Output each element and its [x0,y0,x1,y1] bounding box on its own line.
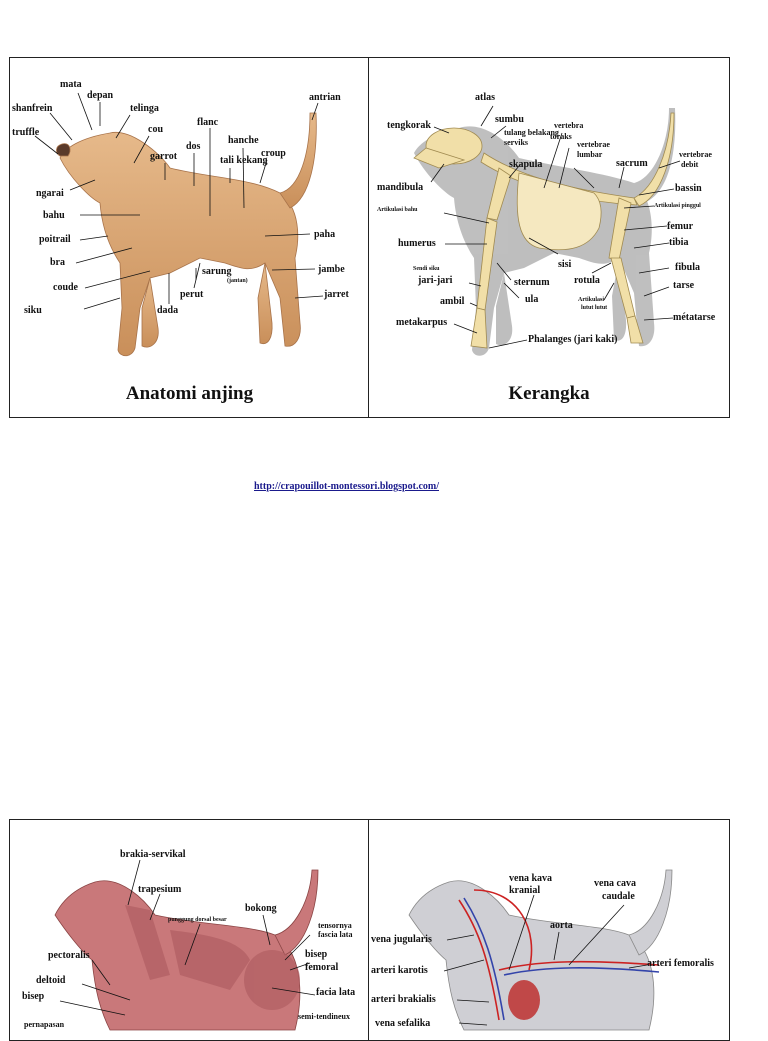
label-fascia-lata: fascia lata [318,930,353,939]
label-lutut: lutut lutut [581,305,608,311]
label-brakia-servikal: brakia-servikal [120,849,186,860]
label-artikulasi-bahu: Artikulasi bahu [377,207,418,213]
label-atlas: atlas [475,92,495,103]
label-tulang-belakang: tulang belakang [504,128,559,137]
label-dos: dos [186,141,201,152]
label-truffle: truffle [12,127,40,138]
label-flanc: flanc [197,117,219,128]
label-dada: dada [157,305,179,316]
label-tengkorak: tengkorak [387,120,431,131]
dog-vessels-panel [368,819,730,1041]
label-shanfrein: shanfrein [12,103,53,114]
label-bisep-femoral: bisep [305,949,328,960]
label-jambe: jambe [318,264,345,275]
label-bahu: bahu [43,210,65,221]
label-artikulasi: Artikulasi [578,297,605,303]
dog-vessels-illustration [369,820,729,1040]
label-croup: croup [261,148,286,159]
label-antrian: antrian [309,92,341,103]
label-jarret: jarret [324,289,349,300]
label-arteri-femoralis: arteri femoralis [647,958,714,969]
label-vena-kava: vena kava [509,873,553,884]
label-poitrail: poitrail [39,234,71,245]
label-cou: cou [148,124,163,135]
label-sumbu: sumbu [495,114,524,125]
label-tibia: tibia [669,237,689,248]
label-tarse: tarse [673,280,695,291]
label-arteri-karotis: arteri karotis [371,965,428,976]
label-deltoid: deltoid [36,975,66,986]
label-pectoralis: pectoralis [48,950,90,961]
label-mandibula: mandibula [377,182,424,193]
label-punggung-dorsal-besar: punggung dorsal besar [168,917,227,923]
label-paha: paha [314,229,336,240]
label-siku: siku [24,305,42,316]
label-telinga: telinga [130,103,159,114]
label-bassin: bassin [675,183,702,194]
label-coude: coude [53,282,78,293]
label-artikulasi-pinggul: Artikulasi pinggul [654,203,701,209]
dog-muscles-panel [9,819,370,1041]
label-perut: perut [180,289,204,300]
label-skapula: skapula [509,159,543,170]
label-tali-kekang: tali kekang [220,155,268,166]
label-serviks: serviks [504,138,528,147]
label-fibula: fibula [675,262,701,273]
label-aorta: aorta [550,920,573,931]
label-metakarpus: metakarpus [396,317,448,328]
label-sisi: sisi [558,259,572,270]
dog-skeleton-panel [368,57,730,418]
label-rotula: rotula [574,275,600,286]
dog-anatomy-panel [9,57,370,418]
label-bra: bra [50,257,65,268]
label-kranial: kranial [509,885,541,896]
label-ngarai: ngarai [36,188,64,199]
label-debit: debit [681,160,699,169]
label-bokong: bokong [245,903,277,914]
label-semi-tendineux: semi-tendineux [298,1012,350,1021]
label-metatarse: métatarse [673,312,716,323]
label-vena-cava: vena cava [594,878,636,889]
label-vertebrae: vertebrae [577,140,610,149]
label-tensornya: tensornya [318,921,352,930]
label-trapesium: trapesium [138,884,182,895]
label-sarung: sarung [202,266,232,277]
label-femoral: femoral [305,962,339,973]
label-garrot: garrot [150,151,178,162]
label-ula: ula [525,294,539,305]
label-vena-sefalika: vena sefalika [375,1018,431,1029]
caption-anatomy: Anatomi anjing [125,383,254,404]
label-caudale: caudale [602,891,635,902]
label-femur: femur [667,221,694,232]
caption-skeleton: Kerangka [508,383,590,404]
label-phalanges: Phalanges (jari kaki) [528,334,618,345]
label-vertebra: vertebra [554,121,584,130]
label-facia-lata: facia lata [316,987,356,998]
label-humerus: humerus [398,238,436,249]
source-link[interactable]: http://crapouillot-montessori.blogspot.com/ [254,481,439,492]
label-pernapasan: pernapasan [24,1020,65,1029]
label-vena-jugularis: vena jugularis [371,934,432,945]
label-sacrum: sacrum [616,158,648,169]
label-lumbar: lumbar [577,150,603,159]
label-bisep: bisep [22,991,45,1002]
label-sendi-siku: Sendi siku [413,266,440,272]
label-depan: depan [87,90,114,101]
label-jari-jari: jari-jari [418,275,453,286]
label-vertebrae-debit: vertebrae [679,150,712,159]
dog-muscles-illustration [10,820,369,1040]
label-jantan: (jantan) [227,278,248,284]
label-toraks: toraks [550,132,572,141]
label-hanche: hanche [228,135,259,146]
label-mata: mata [60,79,82,90]
label-sternum: sternum [514,277,550,288]
label-ambil: ambil [440,296,465,307]
label-arteri-brakialis: arteri brakialis [371,994,436,1005]
